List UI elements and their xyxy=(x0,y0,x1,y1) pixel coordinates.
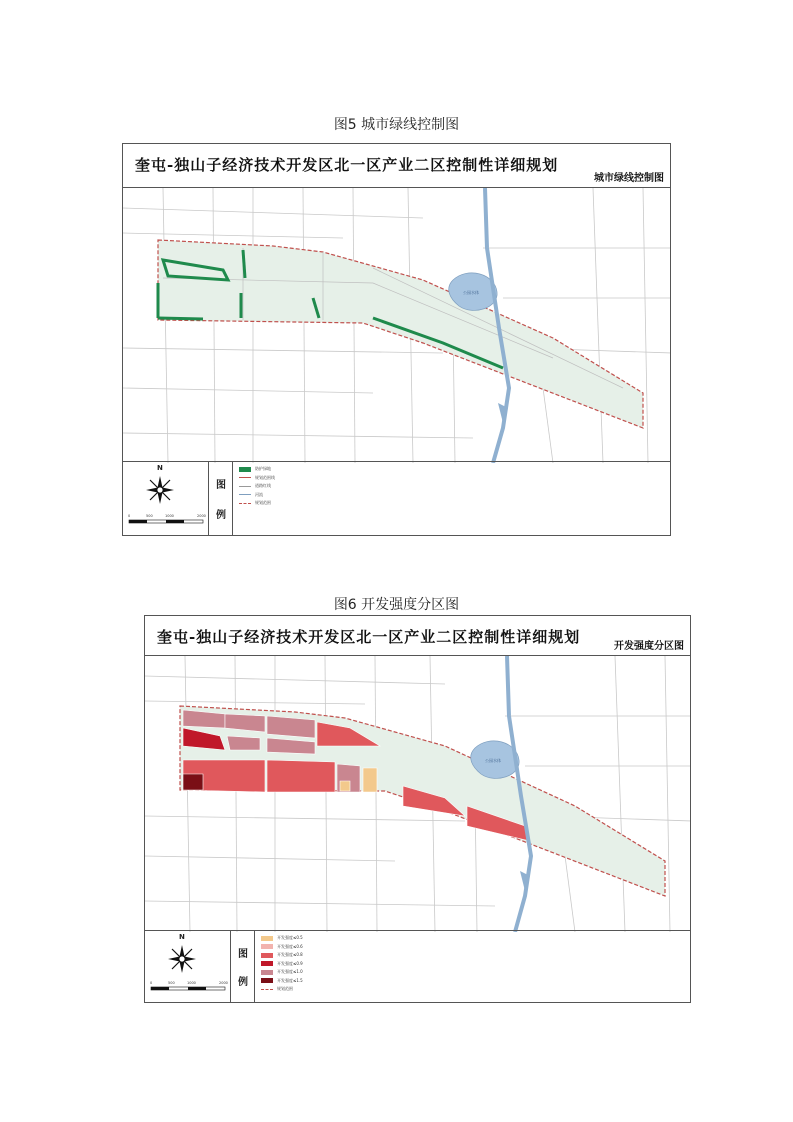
legend-swatch-icon xyxy=(261,953,273,958)
figure-6-subtitle: 开发强度分区图 xyxy=(614,641,684,652)
legend-item xyxy=(239,482,275,491)
figure-6-compass-box xyxy=(145,931,231,1002)
legend-item xyxy=(261,934,303,943)
legend-item xyxy=(261,943,303,952)
figure-5-green-line-map xyxy=(122,143,671,536)
legend-item-label: 开发强度≤0.6 xyxy=(277,943,303,949)
figure-5-compass-box xyxy=(123,462,209,535)
legend-char-top: 图 xyxy=(216,480,226,491)
legend-item xyxy=(261,977,303,986)
legend-item-label: 道路红线 xyxy=(255,483,271,489)
scale-label-2: 1000 xyxy=(187,981,196,985)
figure-6-intensity-map xyxy=(144,615,691,1003)
legend-swatch-icon xyxy=(261,970,273,975)
scale-label-0: 0 xyxy=(128,514,131,518)
scale-label-1: 500 xyxy=(168,981,175,985)
north-arrow-icon xyxy=(146,476,174,504)
figure-6-legend-items xyxy=(261,934,303,994)
figure-5-title: 奎屯-独山子经济技术开发区北一区产业二区控制性详细规划 xyxy=(135,156,559,174)
legend-item xyxy=(239,465,275,474)
figure-6-title: 奎屯-独山子经济技术开发区北一区产业二区控制性详细规划 xyxy=(157,628,581,646)
scale-label-3: 2000 xyxy=(219,981,228,985)
north-label: N xyxy=(157,464,163,472)
figure-5-title-bar xyxy=(123,144,670,188)
figure-6-map xyxy=(145,656,690,932)
legend-item xyxy=(261,960,303,969)
north-label: N xyxy=(179,933,185,941)
figure-6-lake-label: 公园水体 xyxy=(485,758,501,763)
legend-item-label: 规划范围线 xyxy=(255,474,275,480)
legend-swatch-icon xyxy=(261,961,273,966)
scale-label-2: 1000 xyxy=(165,514,174,518)
legend-item-label: 开发强度≤1.5 xyxy=(277,977,303,983)
legend-item-label: 开发强度≤0.5 xyxy=(277,935,303,941)
legend-swatch-icon xyxy=(239,486,251,487)
legend-item-label: 开发强度≤0.9 xyxy=(277,960,303,966)
legend-swatch-icon xyxy=(261,936,273,941)
legend-swatch-icon xyxy=(261,978,273,983)
legend-item-label: 规划范围 xyxy=(255,500,271,506)
figure-5-legend-items xyxy=(239,465,275,508)
scale-bar-icon xyxy=(151,987,225,990)
legend-item xyxy=(261,951,303,960)
figure-5-caption: 图5 城市绿线控制图 xyxy=(333,117,460,133)
legend-item-label: 防护绿地 xyxy=(255,466,271,472)
legend-item-label: 河流 xyxy=(255,491,263,497)
legend-swatch-icon xyxy=(261,989,273,990)
figure-5-subtitle: 城市绿线控制图 xyxy=(594,173,664,184)
legend-char-bottom: 例 xyxy=(238,977,248,988)
legend-item xyxy=(239,499,275,508)
figure-5-map xyxy=(123,188,670,463)
legend-item xyxy=(261,985,303,994)
figure-6-legend-label xyxy=(231,931,255,1002)
legend-char-bottom: 例 xyxy=(216,510,226,521)
figure-6-legend xyxy=(145,930,690,1002)
legend-item xyxy=(239,491,275,500)
scale-label-0: 0 xyxy=(150,981,153,985)
north-arrow-icon xyxy=(168,945,196,973)
scale-label-3: 2000 xyxy=(197,514,206,518)
legend-item-label: 开发强度≤0.8 xyxy=(277,952,303,958)
scale-label-1: 500 xyxy=(146,514,153,518)
figure-5-legend-label xyxy=(209,462,233,535)
scale-bar-icon xyxy=(129,520,203,523)
legend-swatch-icon xyxy=(261,944,273,949)
legend-swatch-icon xyxy=(239,494,251,495)
legend-item xyxy=(261,968,303,977)
figure-5-lake-label: 公园水体 xyxy=(463,290,479,295)
legend-swatch-icon xyxy=(239,503,251,504)
figure-5-legend xyxy=(123,461,670,535)
legend-item-label: 规划范围 xyxy=(277,986,293,992)
figure-6-caption: 图6 开发强度分区图 xyxy=(333,597,460,613)
legend-item xyxy=(239,474,275,483)
legend-item-label: 开发强度≤1.0 xyxy=(277,969,303,975)
legend-swatch-icon xyxy=(239,467,251,472)
figure-6-title-bar xyxy=(145,616,690,656)
legend-swatch-icon xyxy=(239,477,251,478)
legend-char-top: 图 xyxy=(238,949,248,960)
